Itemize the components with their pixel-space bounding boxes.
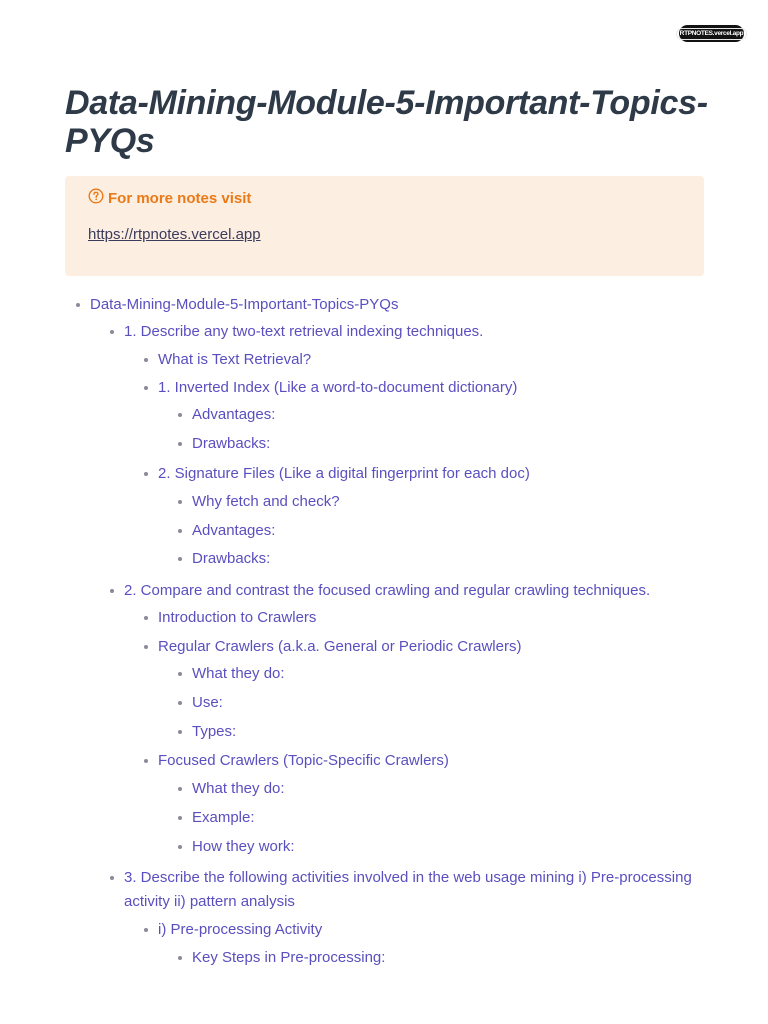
list-bullet [178,413,182,417]
list-bullet [178,787,182,791]
toc-item-level-2[interactable]: 2. Signature Files (Like a digital fingerprint for each doc) [158,465,530,482]
toc-item-level-3[interactable]: What they do: [192,780,285,797]
page-title: Data-Mining-Module-5-Important-Topics-PYQs [65,84,708,160]
list-bullet [144,645,148,649]
list-bullet [178,442,182,446]
toc-item-level-2[interactable]: Introduction to Crawlers [158,609,317,626]
toc-item-level-2[interactable]: 1. Inverted Index (Like a word-to-document dictionary) [158,379,518,396]
toc-item-level-3[interactable]: Advantages: [192,522,276,539]
list-bullet [178,701,182,705]
list-bullet [144,358,148,362]
toc-item-level-2[interactable]: i) Pre-processing Activity [158,921,323,938]
question-circle-icon [88,188,108,208]
list-bullet [178,529,182,533]
list-bullet [144,386,148,390]
toc-item-level-3[interactable]: Use: [192,694,223,711]
toc-item-level-3[interactable]: Key Steps in Pre-processing: [192,949,386,966]
toc-item-level-3[interactable]: Drawbacks: [192,435,271,452]
toc-item-level-3[interactable]: Advantages: [192,406,276,423]
list-bullet [144,759,148,763]
callout-box [65,176,704,276]
toc-item-level-2[interactable]: What is Text Retrieval? [158,351,312,368]
callout-heading [88,188,251,208]
list-bullet [178,557,182,561]
toc-item-level-1[interactable]: 1. Describe any two-text retrieval indexing techniques. [124,323,484,340]
list-bullet [144,472,148,476]
toc-item-level-3[interactable]: Drawbacks: [192,550,271,567]
toc-item-level-3[interactable]: Why fetch and check? [192,493,340,510]
toc-item-level-3[interactable]: Example: [192,809,255,826]
list-bullet [110,330,114,334]
toc-item-level-2[interactable]: Focused Crawlers (Topic-Specific Crawlers) [158,752,449,769]
list-bullet [76,303,80,307]
site-badge-label: RTPNOTES.vercel.app [676,28,748,40]
list-bullet [110,876,114,880]
toc-item-level-1[interactable]: 2. Compare and contrast the focused crawling and regular crawling techniques. [124,582,651,599]
callout-heading-text: For more notes visit [108,189,252,207]
toc-item-level-0[interactable]: Data-Mining-Module-5-Important-Topics-PYQs [90,296,399,313]
list-bullet [178,672,182,676]
list-bullet [178,956,182,960]
toc-item-level-3[interactable]: How they work: [192,838,295,855]
list-bullet [178,816,182,820]
list-bullet [144,616,148,620]
site-badge[interactable] [679,25,744,42]
list-bullet [178,730,182,734]
list-bullet [178,500,182,504]
list-bullet [144,928,148,932]
toc-item-level-1[interactable]: 3. Describe the following activities involved in the web usage mining i) Pre-processing activity ii) pattern analysis [124,869,692,910]
notes-site-link[interactable]: https://rtpnotes.vercel.app [88,226,261,243]
toc-item-level-3[interactable]: Types: [192,723,237,740]
toc-item-level-3[interactable]: What they do: [192,665,285,682]
list-bullet [178,845,182,849]
toc-item-level-2[interactable]: Regular Crawlers (a.k.a. General or Periodic Crawlers) [158,638,522,655]
list-bullet [110,589,114,593]
